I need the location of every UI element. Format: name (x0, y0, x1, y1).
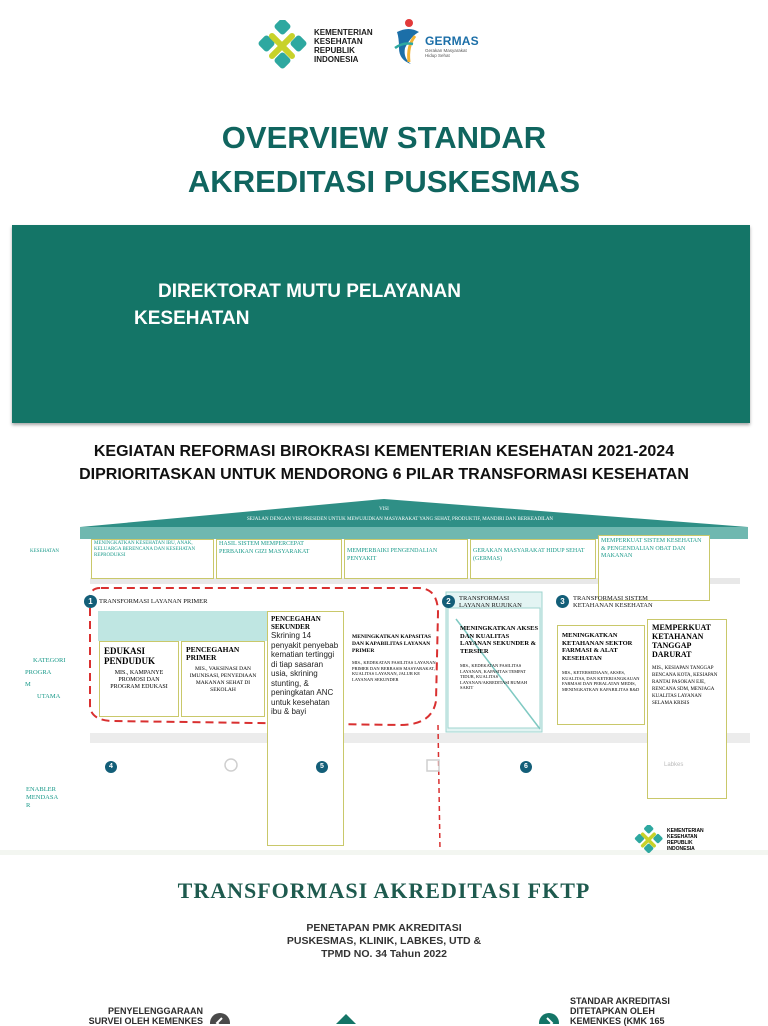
reform-heading-line-2: DIPRIORITASKAN UNTUK MENDORONG 6 PILAR TRANSFORMASI KESEHATAN (79, 466, 689, 483)
kemkes-small-line-1: KEMENTERIAN (667, 828, 704, 834)
box-darurat: MEMPERKUAT KETAHANAN TANGGAP DARURAT MIS., KESIAPAN TANGGAP BENCANA KOTA, KESIAPAN RANTAI PASOKAN EJE, RENCANA SDM, MENJAGA KUALITAS LAYANAN SELAMA KRISIS (647, 619, 727, 799)
kemkes-small-line-4: INDONESIA (667, 846, 695, 852)
visi-text: SEJALAN DENGAN VISI PRESIDEN UNTUK MEWUJUDKAN MASYARAKAT YANG SEHAT, PRODUKTIF, MANDIRI DAN BERKEADILAN (246, 517, 554, 522)
pillar2-title: TRANSFORMASI LAYANAN RUJUKAN (459, 595, 522, 609)
pillar3-number: 3 (556, 595, 569, 608)
kemkes-small-line-2: KESEHATAN (667, 834, 698, 840)
goal-box-3: MEMPERBAIKI PENGENDALIAN PENYAKIT (344, 539, 468, 579)
left-chevron-icon (209, 1012, 231, 1024)
directorate-line-2: KESEHATAN (134, 308, 250, 329)
kemkes-line-4: INDONESIA (314, 55, 359, 64)
center-diamond-icon (336, 1014, 356, 1024)
box-farmasi: MENINGKATKAN KETAHANAN SEKTOR FARMASI & ALAT KESEHATAN MIS., KETERSEDIAAN, AKSES, KUALITAS, DAN KETERJANGKAUAN FARMASI DAN PERALATAN MEDIS, MENINGKATKAN KAPABILITAS R&D (557, 625, 645, 725)
visi-label: VISI (379, 507, 389, 512)
highlight-dashed-line (438, 725, 440, 850)
germas-sub-1: Gerakan Masyarakat (425, 48, 467, 53)
title-line-1: OVERVIEW STANDAR (221, 120, 547, 155)
kemkes-emblem-icon (258, 20, 308, 72)
accreditation-title: TRANSFORMASI AKREDITASI FKTP (177, 878, 591, 903)
enabler-label: ENABLER MENDASA R (26, 786, 59, 809)
directorate-banner (12, 225, 750, 423)
goal-box-5: MEMPERKUAT SISTEM KESEHATAN & PENGENDALIAN OBAT DAN MAKANAN (598, 535, 710, 601)
goal-box-2: HASIL SISTEM MEMPERCEPAT PERBAIKAN GIZI MASYARAKAT (216, 539, 342, 579)
enabler-5-number: 5 (316, 761, 328, 773)
kemkes-line-2: KESEHATAN (314, 37, 363, 46)
kemkes-logo-small (634, 825, 704, 855)
left-step-text: PENYELENGGARAAN SURVEI OLEH KEMENKES (88, 1006, 203, 1026)
germas-sub-2: Hidup Sehat (425, 53, 450, 58)
enabler-4-number: 4 (105, 761, 117, 773)
box-rujukan: MENINGKATKAN AKSES DAN KUALITAS LAYANAN SEKUNDER & TERSIER MIS., KEDEKATAN FASILITAS LAYANAN, KAPASITAS TEMPAT TIDUR, KUALITAS LAYANAN/AKREDITASI RUMAH SAKIT (460, 625, 539, 690)
box-pencegahan-sekunder: PENCEGAHAN SEKUNDER Skrining 14 penyakit penyebab kematian tertinggi di tiap sasaran usia, skrining stunting, & peningkatan ANC untuk kesehatan ibu & bayi (267, 611, 344, 846)
transformation-diagram (0, 495, 768, 855)
enabler-6-number: 6 (520, 761, 532, 773)
box-pencegahan-primer: PENCEGAHAN PRIMER MIS., VAKSINASI DAN IMUNISASI, PENYEDIAAN MAKANAN SEHAT DI SEKOLAH (181, 641, 265, 717)
pillar1-teal-strip (98, 611, 268, 641)
title-line-2: AKREDITASI PUSKESMAS (187, 164, 581, 199)
page-title (0, 116, 768, 204)
pillar1-title: TRANSFORMASI LAYANAN PRIMER (99, 598, 208, 605)
labkes-label: Labkes (664, 762, 684, 768)
category-label: KATEGORI PROGRA M UTAMA (25, 657, 66, 700)
box-kapasitas: MENINGKATKAN KAPASITAS DAN KAPABILITAS LAYANAN PRIMER MIS., KEDEKATAN FASILITAS LAYANAN PRIMER DAN BERBASIS MASYARAKAT, KUALITAS LAYANAN, JALUR KE LAYANAN SEKUNDER (352, 634, 436, 682)
box-edukasi: EDUKASI PENDUDUK MIS., KAMPANYE PROMOSI DAN PROGRAM EDUKASI (99, 641, 179, 717)
pillar1-number: 1 (84, 595, 97, 608)
directorate-line-1: DIREKTORAT MUTU PELAYANAN (158, 281, 461, 302)
kesehatan-label: KESEHATAN (30, 549, 60, 554)
finance-icon (222, 757, 240, 773)
pmk-text: PENETAPAN PMK AKREDITASI PUSKESMAS, KLINIK, LABKES, UTD & TPMD NO. 34 Tahun 2022 (286, 922, 482, 960)
germas-word: GERMAS (425, 34, 479, 48)
goal-box-4: GERAKAN MASYARAKAT HIDUP SEHAT (GERMAS) (470, 539, 596, 579)
reform-heading-line-1: KEGIATAN REFORMASI BIROKRASI KEMENTERIAN KESEHATAN 2021-2024 (93, 443, 675, 460)
kemkes-small-line-3: REPUBLIK (667, 840, 693, 846)
right-chevron-icon (538, 1012, 560, 1024)
germas-figure-icon (393, 18, 423, 66)
pillar2-number: 2 (442, 595, 455, 608)
pillar3-title: TRANSFORMASI SISTEM KETAHANAN KESEHATAN (573, 595, 653, 609)
goal-box-1: MENINGKATKAN KESEHATAN IBU, ANAK, KELUARGA BERENCANA DAN KESEHATAN REPRODUKSI (91, 539, 214, 579)
kemkes-logo (258, 20, 373, 72)
workforce-icon (424, 757, 442, 773)
germas-logo (393, 18, 479, 66)
right-step-text: STANDAR AKREDITASI DITETAPKAN OLEH KEMENKES (KMK 165 (570, 996, 670, 1026)
kemkes-line-3: REPUBLIK (314, 46, 355, 55)
kemkes-emblem-small-icon (634, 825, 664, 855)
kemkes-line-1: KEMENTERIAN (314, 28, 373, 37)
